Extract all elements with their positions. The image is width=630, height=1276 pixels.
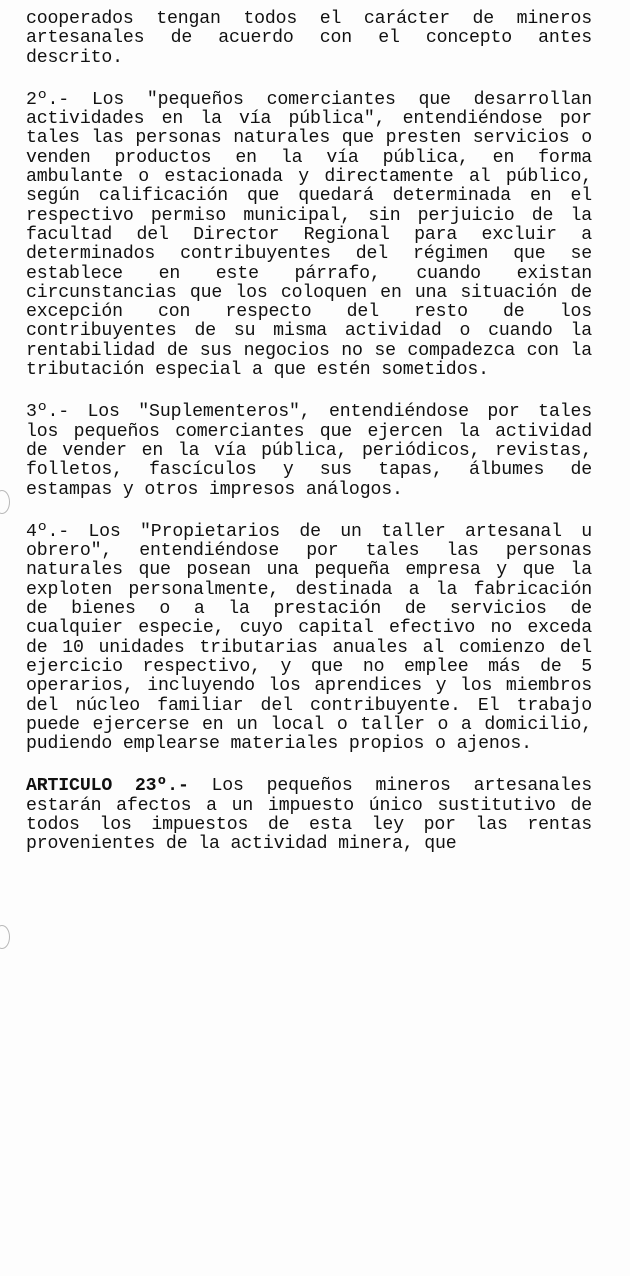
article-23-paragraph [26, 777, 592, 854]
paragraph-item-4: 4º.- Los "Propietarios de un taller artesanal u obrero", entendiéndose por tales las personas naturales que posean una pequeña empresa y que la exploten personalmente, destinada a la fabricación de bienes o a la prestación de servicios de cualquier especie, cuyo capital efectivo no exceda de 10 unidades tributarias anuales al comienzo del ejercicio respectivo, y que no emplee más de 5 operarios, incluyendo los aprendices y los miembros del núcleo familiar del contribuyente. El trabajo puede ejercerse en un local o taller o a domicilio, pudiendo emplearse materiales propios o ajenos. [26, 521, 592, 755]
paragraph-continuation: cooperados tengan todos el carácter de mineros artesanales de acuerdo con el concepto antes descrito. [26, 9, 592, 68]
punch-hole-mark [0, 925, 10, 949]
article-heading: ARTICULO 23º.- [26, 776, 189, 797]
punch-hole-mark [0, 490, 10, 514]
document-body [26, 10, 592, 878]
article-body: Los pequeños mineros artesanales estarán afectos a un impuesto único sustitutivo de todos los impuestos de esta ley por las rentas provenientes de la actividad minera, que [26, 776, 592, 855]
paragraph-item-3: 3º.- Los "Suplementeros", entendiéndose por tales los pequeños comerciantes que ejercen la actividad de vender en la vía pública, periódicos, revistas, folletos, fascículos y sus tapas, álbumes de estampas y otros impresos análogos. [26, 402, 592, 500]
paragraph-item-2: 2º.- Los "pequeños comerciantes que desarrollan actividades en la vía pública", entendiéndose por tales las personas naturales que presten servicios o venden productos en la vía pública, en forma ambulante o estacionada y directamente al público, según calificación que quedará determinada en el respectivo permiso municipal, sin perjuicio de la facultad del Director Regional para excluir a determinados contribuyentes del régimen que se establece en este párrafo, cuando existan circunstancias que los coloquen en una situación de excepción con respecto del resto de los contribuyentes de su misma actividad o cuando la rentabilidad de sus negocios no se compadezca con la tributación especial a que estén sometidos. [26, 89, 592, 381]
